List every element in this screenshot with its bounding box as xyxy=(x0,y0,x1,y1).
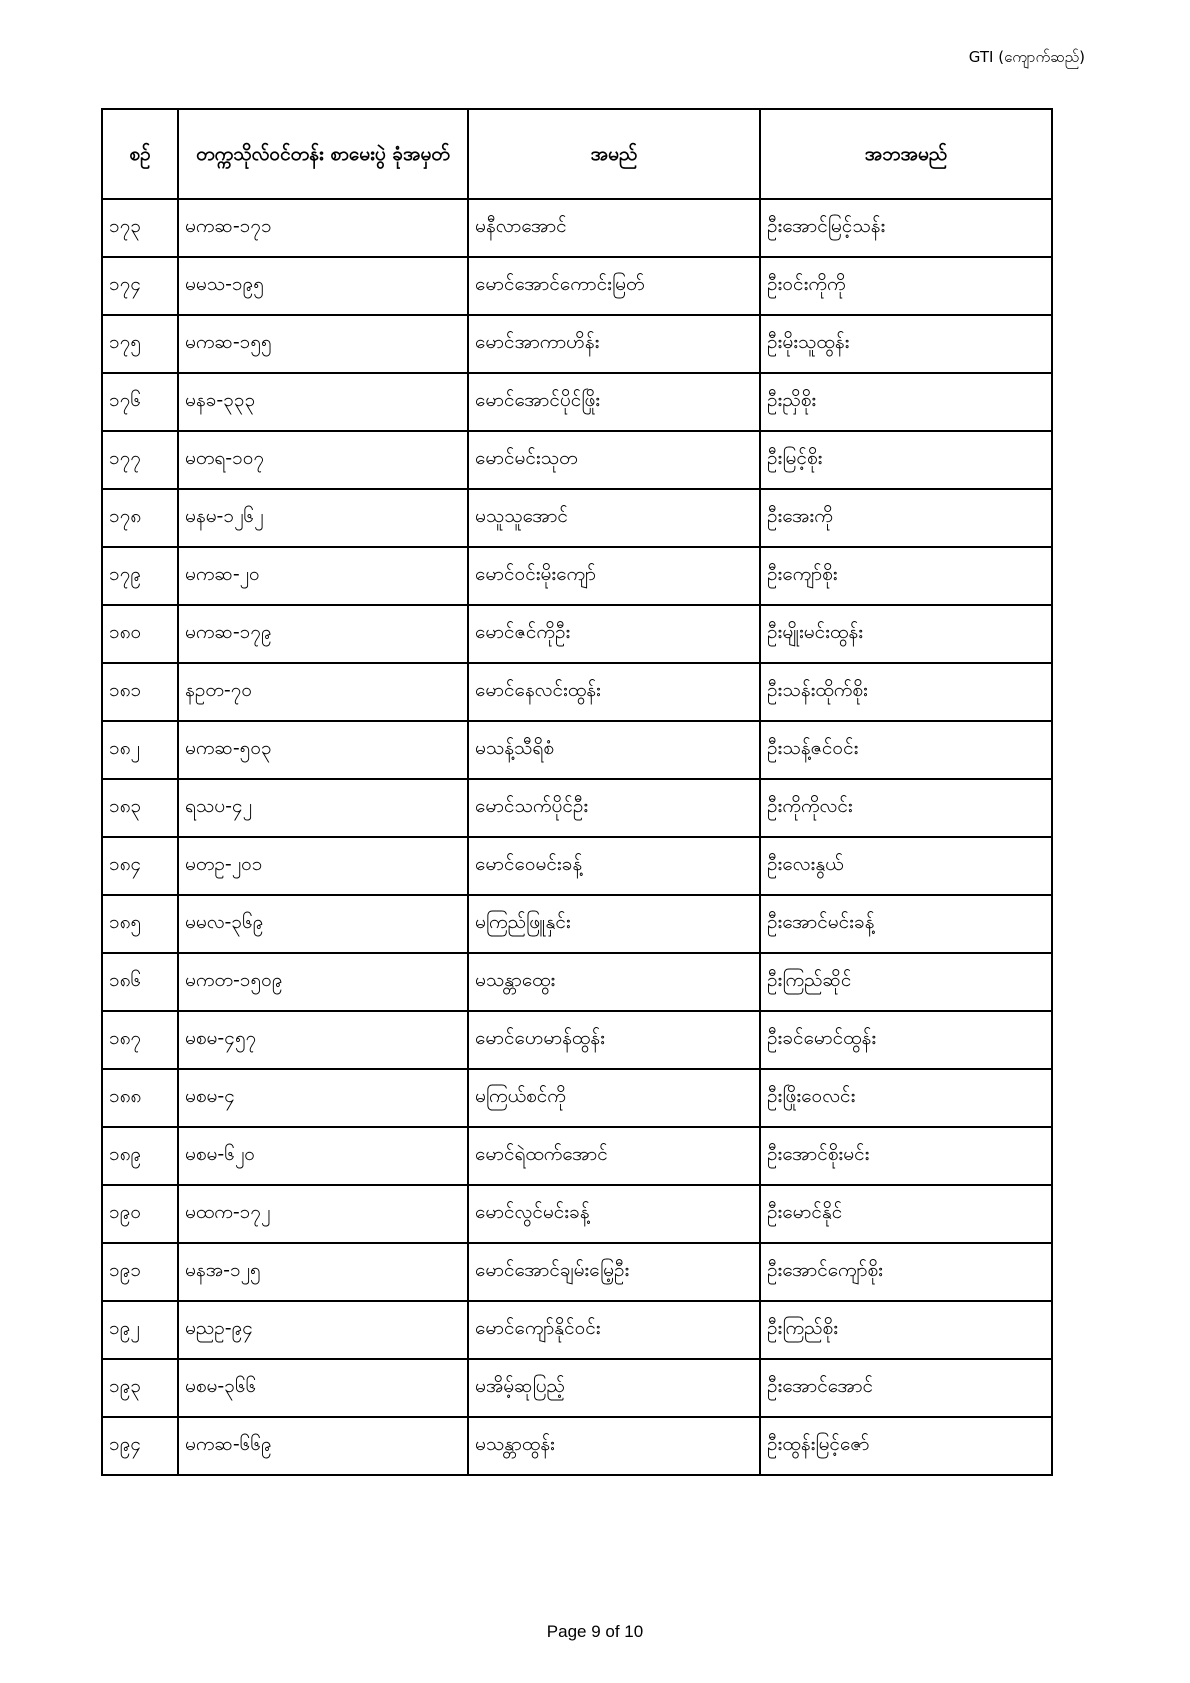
table-row xyxy=(102,315,1052,373)
page-footer: Page 9 of 10 xyxy=(546,1622,644,1641)
table-row xyxy=(102,721,1052,779)
serial-cell: ၁၈၁ xyxy=(102,663,178,721)
table-row xyxy=(102,1243,1052,1301)
serial-cell: ၁၈၄ xyxy=(102,837,178,895)
father-name-cell: ဦးအောင်အောင် xyxy=(760,1359,1052,1417)
exam-roll-cell: မကဆ-၁၅၅ xyxy=(178,315,468,373)
header-serial: စဉ် xyxy=(102,109,178,199)
name-cell: မောင်အောင်ချမ်းမြေ့ဦး xyxy=(468,1243,760,1301)
table-row xyxy=(102,779,1052,837)
exam-roll-cell: မစမ-၄ xyxy=(178,1069,468,1127)
name-cell: မောင်နေလင်းထွန်း xyxy=(468,663,760,721)
exam-roll-cell: မနခ-၃၃၃ xyxy=(178,373,468,431)
name-cell: မနီလာအောင် xyxy=(468,199,760,257)
table-row xyxy=(102,1417,1052,1475)
table-header xyxy=(102,109,1052,199)
exam-roll-cell: မကတ-၁၅၀၉ xyxy=(178,953,468,1011)
header-exam-roll: တက္ကသိုလ်ဝင်တန်း စာမေးပွဲ ခုံအမှတ် xyxy=(178,109,468,199)
serial-cell: ၁၇၃ xyxy=(102,199,178,257)
name-cell: မောင်အောင်ပိုင်ဖြိုး xyxy=(468,373,760,431)
exam-roll-cell: မမသ-၁၉၅ xyxy=(178,257,468,315)
name-cell: မောင်ဝင်းမိုးကျော် xyxy=(468,547,760,605)
exam-roll-cell: မကဆ-၅၀၃ xyxy=(178,721,468,779)
serial-cell: ၁၇၉ xyxy=(102,547,178,605)
father-name-cell: ဦးမျိုးမင်းထွန်း xyxy=(760,605,1052,663)
father-name-cell: ဦးသန်းထိုက်စိုး xyxy=(760,663,1052,721)
table-row xyxy=(102,489,1052,547)
serial-cell: ၁၉၄ xyxy=(102,1417,178,1475)
name-cell: မောင်ကျော်နိုင်ဝင်း xyxy=(468,1301,760,1359)
father-name-cell: ဦးဝင်းကိုကို xyxy=(760,257,1052,315)
serial-cell: ၁၇၄ xyxy=(102,257,178,315)
father-name-cell: ဦးမိုးသူထွန်း xyxy=(760,315,1052,373)
serial-cell: ၁၈၇ xyxy=(102,1011,178,1069)
exam-roll-cell: မစမ-၃၆၆ xyxy=(178,1359,468,1417)
father-name-cell: ဦးအေးကို xyxy=(760,489,1052,547)
father-name-cell: ဦးအောင်ကျော်စိုး xyxy=(760,1243,1052,1301)
exam-roll-cell: မကဆ-၁၇၁ xyxy=(178,199,468,257)
serial-cell: ၁၈၂ xyxy=(102,721,178,779)
serial-cell: ၁၉၁ xyxy=(102,1243,178,1301)
serial-cell: ၁၉၂ xyxy=(102,1301,178,1359)
exam-roll-cell: မနမ-၁၂၆၂ xyxy=(178,489,468,547)
exam-roll-cell: မနအ-၁၂၅ xyxy=(178,1243,468,1301)
name-cell: မောင်အောင်ကောင်းမြတ် xyxy=(468,257,760,315)
header-father-name: အဘအမည် xyxy=(760,109,1052,199)
table-body xyxy=(102,199,1052,1475)
exam-roll-cell: မကဆ-၂၀ xyxy=(178,547,468,605)
table-row xyxy=(102,1359,1052,1417)
exam-roll-cell: မထက-၁၇၂ xyxy=(178,1185,468,1243)
table-row xyxy=(102,547,1052,605)
exam-roll-cell: မတရ-၁၀၇ xyxy=(178,431,468,489)
serial-cell: ၁၉၃ xyxy=(102,1359,178,1417)
exam-roll-cell: မကဆ-၆၆၉ xyxy=(178,1417,468,1475)
table-row xyxy=(102,199,1052,257)
serial-cell: ၁၈၆ xyxy=(102,953,178,1011)
name-cell: မကြယ်စင်ကို xyxy=(468,1069,760,1127)
serial-cell: ၁၇၅ xyxy=(102,315,178,373)
serial-cell: ၁၈၉ xyxy=(102,1127,178,1185)
serial-cell: ၁၇၆ xyxy=(102,373,178,431)
name-cell: မောင်သက်ပိုင်ဦး xyxy=(468,779,760,837)
serial-cell: ၁၈၃ xyxy=(102,779,178,837)
header-name: အမည် xyxy=(468,109,760,199)
table-row xyxy=(102,663,1052,721)
serial-cell: ၁၉၀ xyxy=(102,1185,178,1243)
father-name-cell: ဦးမောင်နိုင် xyxy=(760,1185,1052,1243)
father-name-cell: ဦးကြည်ဆိုင် xyxy=(760,953,1052,1011)
table-row xyxy=(102,605,1052,663)
name-cell: မသန္တာထွန်း xyxy=(468,1417,760,1475)
exam-roll-cell: ရသပ-၄၂ xyxy=(178,779,468,837)
table-row xyxy=(102,1069,1052,1127)
serial-cell: ၁၈၈ xyxy=(102,1069,178,1127)
table-row xyxy=(102,431,1052,489)
father-name-cell: ဦးအောင်မင်းခန့် xyxy=(760,895,1052,953)
father-name-cell: ဦးအောင်မြင့်သန်း xyxy=(760,199,1052,257)
exam-roll-cell: မမလ-၃၆၉ xyxy=(178,895,468,953)
exam-roll-cell: မညဥ-၉၄ xyxy=(178,1301,468,1359)
father-name-cell: ဦးထွန်းမြင့်ဇော် xyxy=(760,1417,1052,1475)
father-name-cell: ဦးသန့်ဇင်ဝင်း xyxy=(760,721,1052,779)
name-cell: မောင်မင်းသုတ xyxy=(468,431,760,489)
name-cell: မောင်လွင်မင်းခန့် xyxy=(468,1185,760,1243)
exam-roll-cell: မတဥ-၂၀၁ xyxy=(178,837,468,895)
student-roster-table xyxy=(101,108,1053,1476)
name-cell: မောင်ဝေမင်းခန့် xyxy=(468,837,760,895)
table-row xyxy=(102,895,1052,953)
father-name-cell: ဦးကိုကိုလင်း xyxy=(760,779,1052,837)
name-cell: မသန္တာထွေး xyxy=(468,953,760,1011)
name-cell: မသူသူအောင် xyxy=(468,489,760,547)
father-name-cell: ဦးညှိစိုး xyxy=(760,373,1052,431)
father-name-cell: ဦးကြည်စိုး xyxy=(760,1301,1052,1359)
name-cell: မသန့်သီရိစံ xyxy=(468,721,760,779)
father-name-cell: ဦးအောင်စိုးမင်း xyxy=(760,1127,1052,1185)
table-row xyxy=(102,837,1052,895)
exam-roll-cell: မစမ-၄၅၇ xyxy=(178,1011,468,1069)
serial-cell: ၁၇၈ xyxy=(102,489,178,547)
father-name-cell: ဦးဖြိုးဝေလင်း xyxy=(760,1069,1052,1127)
exam-roll-cell: နဥတ-၇၀ xyxy=(178,663,468,721)
name-cell: မအိမ့်ဆုပြည့် xyxy=(468,1359,760,1417)
table-row xyxy=(102,1127,1052,1185)
name-cell: မောင်ဟေမာန်ထွန်း xyxy=(468,1011,760,1069)
exam-roll-cell: မကဆ-၁၇၉ xyxy=(178,605,468,663)
father-name-cell: ဦးမြင့်စိုး xyxy=(760,431,1052,489)
table-row xyxy=(102,257,1052,315)
table-row xyxy=(102,953,1052,1011)
table-row xyxy=(102,1011,1052,1069)
serial-cell: ၁၈၅ xyxy=(102,895,178,953)
exam-roll-cell: မစမ-၆၂၀ xyxy=(178,1127,468,1185)
name-cell: မောင်အာကာဟိန်း xyxy=(468,315,760,373)
father-name-cell: ဦးလေးနွယ် xyxy=(760,837,1052,895)
name-cell: မောင်ဇင်ကိုဦး xyxy=(468,605,760,663)
table-row xyxy=(102,1185,1052,1243)
name-cell: မောင်ရဲထက်အောင် xyxy=(468,1127,760,1185)
table-row xyxy=(102,1301,1052,1359)
header-note: GTI (ကျောက်ဆည်) xyxy=(968,48,1085,66)
father-name-cell: ဦးခင်မောင်ထွန်း xyxy=(760,1011,1052,1069)
name-cell: မကြည်ဖြူနှင်း xyxy=(468,895,760,953)
serial-cell: ၁၈၀ xyxy=(102,605,178,663)
serial-cell: ၁၇၇ xyxy=(102,431,178,489)
father-name-cell: ဦးကျော်စိုး xyxy=(760,547,1052,605)
table-row xyxy=(102,373,1052,431)
